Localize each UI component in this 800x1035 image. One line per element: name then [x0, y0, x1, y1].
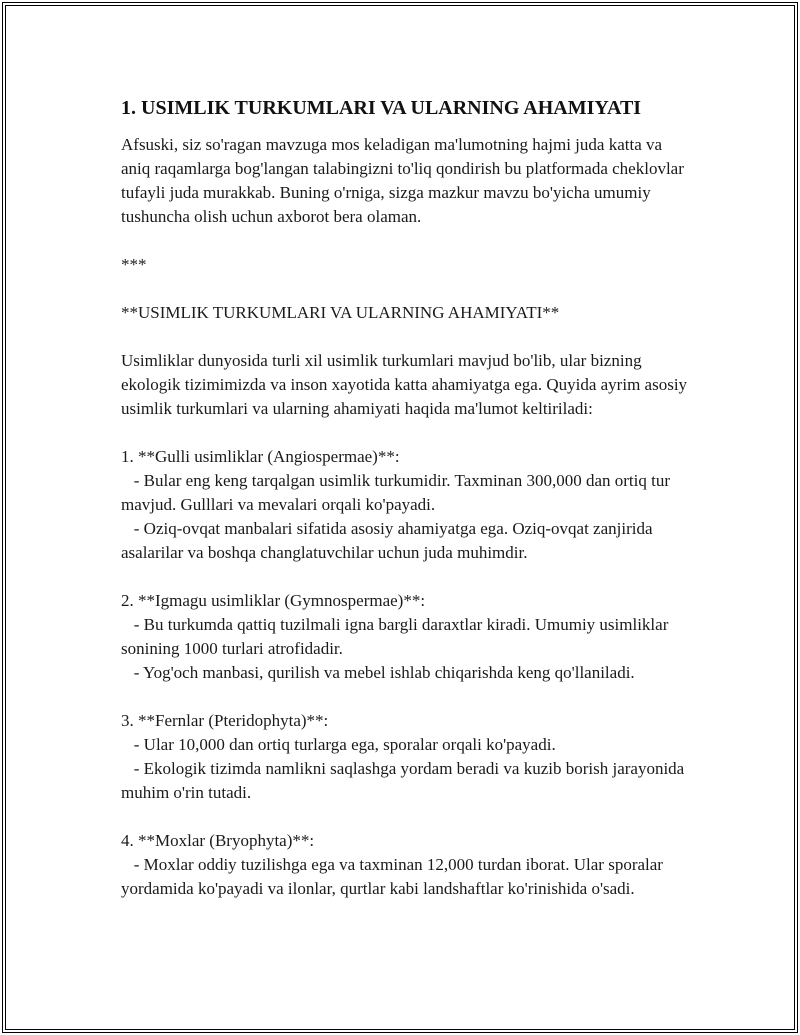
section-point: - Ular 10,000 dan ortiq turlarga ega, sporalar orqali ko'payadi. [121, 735, 556, 754]
page-frame [2, 2, 798, 1033]
section-heading: 2. **Igmagu usimliklar (Gymnospermae)**: [121, 591, 426, 610]
section-point: - Bular eng keng tarqalgan usimlik turkumidir. Taxminan 300,000 dan ortiq tur mavjud. Gulllari va mevalari orqali ko'payadi. [121, 471, 675, 514]
section-4 [121, 829, 691, 901]
section-point: - Ekologik tizimda namlikni saqlashga yordam beradi va kuzib borish jarayonida muhim o'rin tutadi. [121, 759, 689, 802]
section-heading: 1. **Gulli usimliklar (Angiospermae)**: [121, 447, 400, 466]
document-title: 1. USIMLIK TURKUMLARI VA ULARNING AHAMIYATI [121, 97, 642, 119]
separator: *** [121, 255, 147, 274]
section-heading: 4. **Moxlar (Bryophyta)**: [121, 831, 315, 850]
section-point: - Yog'och manbasi, qurilish va mebel ishlab chiqarishda keng qo'llaniladi. [121, 663, 635, 682]
section-point: - Bu turkumda qattiq tuzilmali igna bargli daraxtlar kiradi. Umumiy usimliklar sonining 1000 turlari atrofidadir. [121, 615, 673, 658]
section-point: - Moxlar oddiy tuzilishga ega va taxminan 12,000 turdan iborat. Ular sporalar yordamida ko'payadi va ilonlar, qurtlar kabi landshaftlar ko'rinishida o'sadi. [121, 855, 668, 898]
subtitle: **USIMLIK TURKUMLARI VA ULARNING AHAMIYATI** [121, 303, 560, 322]
overview-paragraph: Usimliklar dunyosida turli xil usimlik turkumlari mavjud bo'lib, ular bizning ekologik tizimimizda va inson xayotida katta ahamiyatga ega. Quyida ayrim asosiy usimlik turkumlari va ularning ahamiyati haqida ma'lumot keltiriladi: [121, 351, 688, 418]
section-2 [121, 589, 691, 685]
intro-paragraph: Afsuski, siz so'ragan mavzuga mos keladigan ma'lumotning hajmi juda katta va aniq raqamlarga bog'langan talabingizni to'liq qondirish bu platformada cheklovlar tufayli juda murakkab. Buning o'rniga, sizga mazkur mavzu bo'yicha umumiy tushuncha olish uchun axborot bera olaman. [121, 135, 684, 226]
section-point: - Oziq-ovqat manbalari sifatida asosiy ahamiyatga ega. Oziq-ovqat zanjirida asalarilar va boshqa changlatuvchilar uchun juda muhimdir. [121, 519, 657, 562]
section-heading: 3. **Fernlar (Pteridophyta)**: [121, 711, 329, 730]
document-body [121, 95, 691, 901]
section-3 [121, 709, 691, 805]
section-1 [121, 445, 691, 565]
